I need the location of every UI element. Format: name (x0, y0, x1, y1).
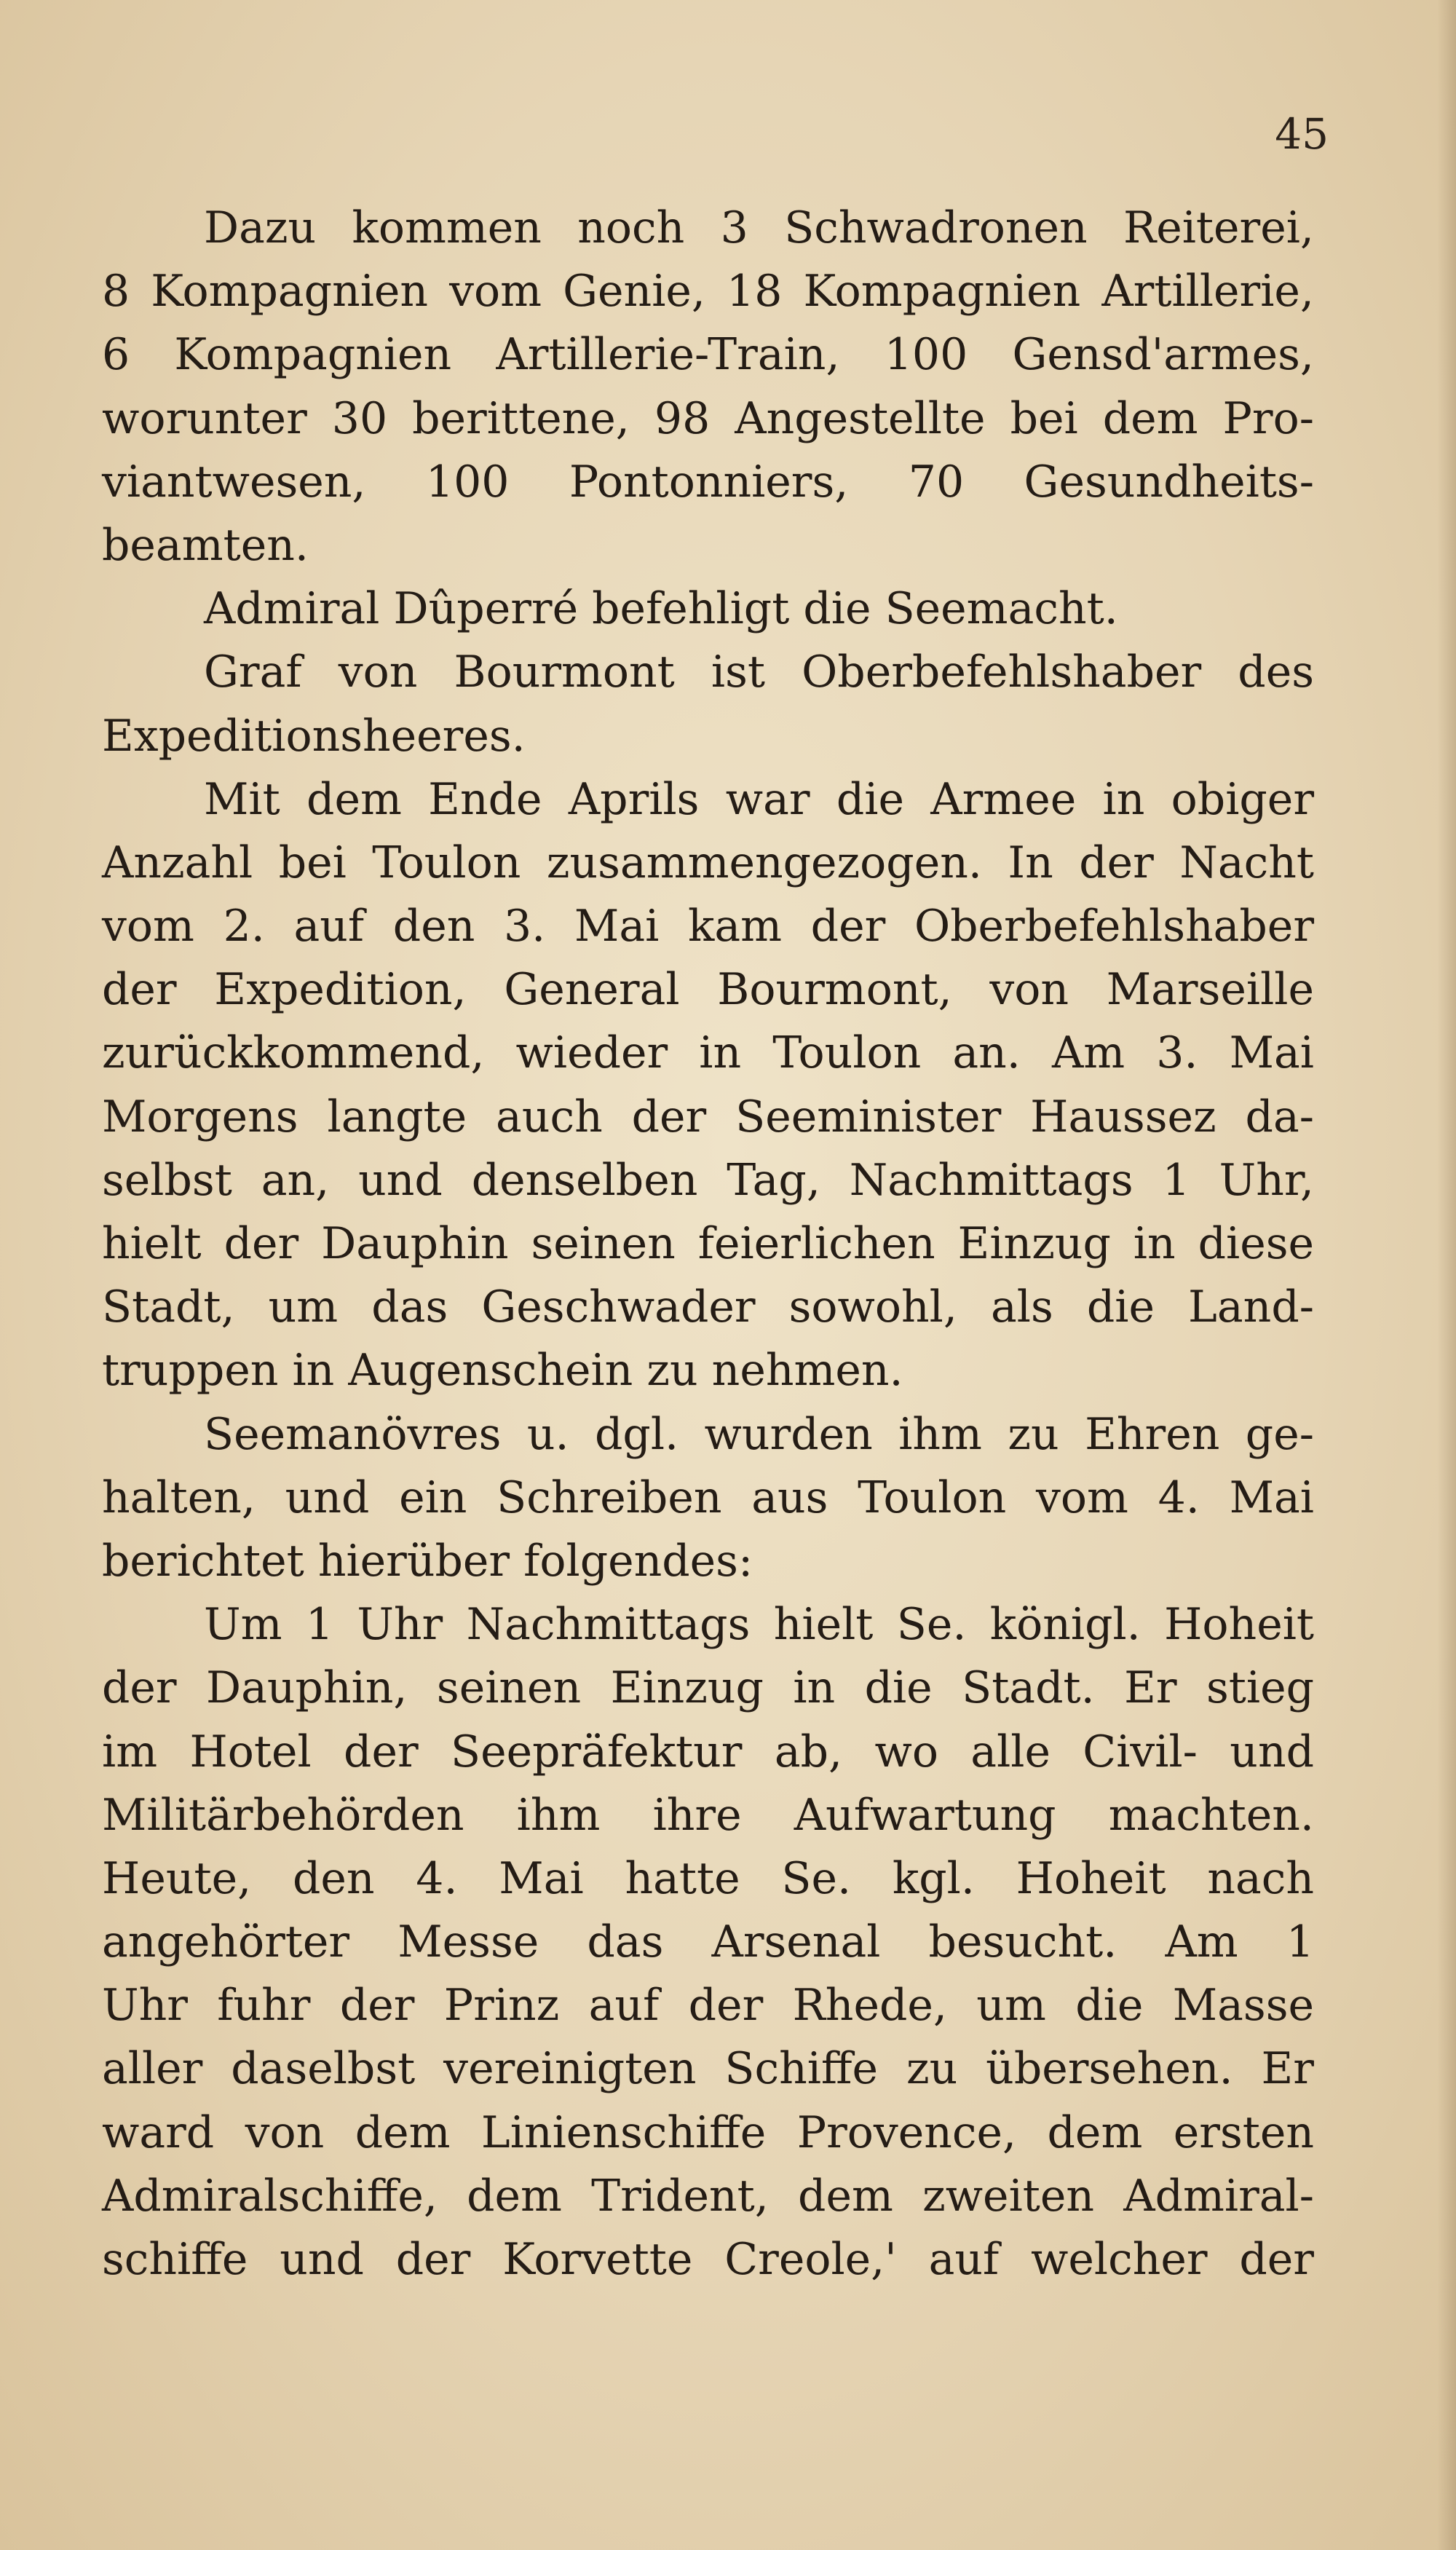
text-line: Uhr fuhr der Prinz auf der Rhede, um die Masse (102, 1980, 1314, 2032)
text-line: berichtet hierüber folgendes: (102, 1535, 753, 1587)
text-line: Stadt, um das Geschwader sowohl, als die Land- (102, 1282, 1314, 1333)
text-line: worunter 30 berittene, 98 Angestellte bei dem Pro- (102, 392, 1314, 444)
text-line: viantwesen, 100 Pontonniers, 70 Gesundheits- (102, 456, 1314, 508)
text-line: Dazu kommen noch 3 Schwadronen Reiterei, (204, 202, 1314, 253)
text-line: Heute, den 4. Mai hatte Se. kgl. Hoheit nach (102, 1852, 1314, 1904)
text-line: Morgens langte auch der Seeminister Haussez da- (102, 1091, 1314, 1142)
text-line: angehörter Messe das Arsenal besucht. Am 1 (102, 1917, 1314, 1968)
text-line: Militärbehörden ihm ihre Aufwartung machten. (102, 1789, 1314, 1841)
text-line: der Dauphin, seinen Einzug in die Stadt. Er stieg (102, 1662, 1314, 1714)
text-line: der Expedition, General Bourmont, von Marseille (102, 964, 1314, 1016)
text-line: halten, und ein Schreiben aus Toulon vom 4. Mai (102, 1472, 1314, 1523)
text-line: aller daselbst vereinigten Schiffe zu übersehen. Er (102, 2043, 1314, 2095)
text-line: zurückkommend, wieder in Toulon an. Am 3. Mai (102, 1027, 1314, 1079)
text-line: selbst an, und denselben Tag, Nachmittags 1 Uhr, (102, 1154, 1314, 1206)
page-edge-shadow (1437, 0, 1456, 2550)
body-text (102, 197, 1314, 2292)
text-line: schiffe und der Korvette Creole,' auf welcher der (102, 2234, 1314, 2285)
text-line: ward von dem Linienschiffe Provence, dem ersten (102, 2107, 1314, 2158)
text-line: 8 Kompagnien vom Genie, 18 Kompagnien Artillerie, (102, 266, 1314, 317)
text-line: hielt der Dauphin seinen feierlichen Einzug in diese (102, 1218, 1314, 1269)
text-line: beamten. (102, 519, 309, 571)
text-line: 6 Kompagnien Artillerie-Train, 100 Gensd'armes, (102, 329, 1314, 381)
text-line: Admiral Dûperré befehligt die Seemacht. (204, 583, 1118, 635)
text-line: Anzahl bei Toulon zusammengezogen. In der Nacht (102, 837, 1314, 888)
text-line: Admiralschiffe, dem Trident, dem zweiten Admiral- (102, 2170, 1314, 2222)
text-line: vom 2. auf den 3. Mai kam der Oberbefehlshaber (102, 901, 1314, 952)
text-line: Um 1 Uhr Nachmittags hielt Se. königl. Hoheit (204, 1599, 1314, 1651)
text-line: Graf von Bourmont ist Oberbefehlshaber des (204, 647, 1314, 698)
text-line: im Hotel der Seepräfektur ab, wo alle Civil- und (102, 1726, 1314, 1777)
text-line: truppen in Augenschein zu nehmen. (102, 1345, 903, 1397)
text-line: Expeditionsheeres. (102, 710, 526, 762)
page-number: 45 (1275, 109, 1329, 159)
text-line: Seemanövres u. dgl. wurden ihm zu Ehren ge- (204, 1408, 1314, 1460)
text-line: Mit dem Ende Aprils war die Armee in obiger (204, 773, 1314, 825)
